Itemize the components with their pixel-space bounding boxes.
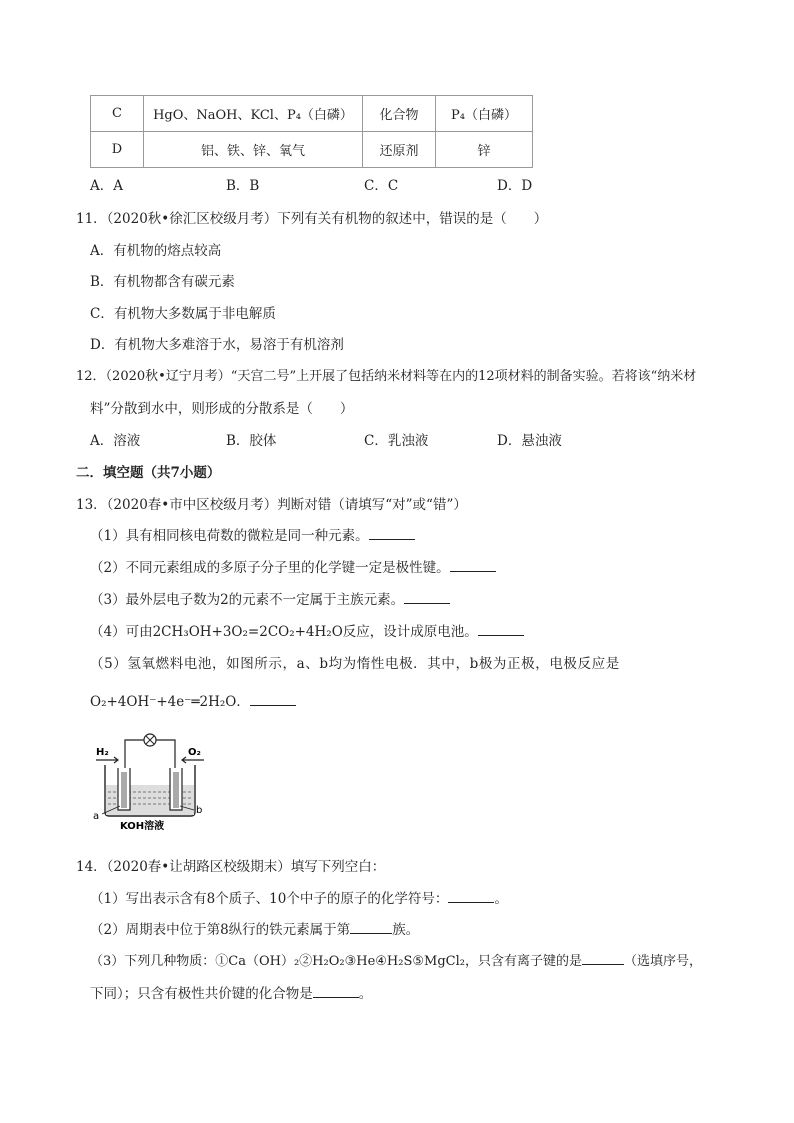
answer-blank[interactable] xyxy=(478,623,524,636)
answer-blank[interactable] xyxy=(250,693,296,706)
options-table xyxy=(90,95,533,168)
electrode-equation: O₂+4OH⁻+4e⁻═2H₂O． xyxy=(90,694,250,710)
q10-option-b: B．B xyxy=(226,178,260,194)
section-title: 二．填空题（共7小题） xyxy=(76,465,221,481)
q14-item-2-end: 族。 xyxy=(392,922,420,938)
koh-label: KOH溶液 xyxy=(120,821,165,830)
q13-item-3 xyxy=(90,588,450,608)
q14-item-3-line2 xyxy=(90,982,372,1002)
o2-label: O₂ xyxy=(188,747,201,758)
q11-stem: 11．（2020秋•徐汇区校级月考）下列有关有机物的叙述中，错误的是（ ） xyxy=(76,211,548,227)
q12-stem-line1: 12．（2020秋•辽宁月考）“天宫二号”上开展了包括纳米材料等在内的12项材料的制备实验。若将该“纳米材 xyxy=(76,369,697,384)
electrode-b-core xyxy=(173,772,179,808)
row-item: P₄（白磷） xyxy=(436,96,533,132)
row-item: 锌 xyxy=(436,132,533,168)
row-category: 化合物 xyxy=(363,96,436,132)
answer-blank[interactable] xyxy=(448,890,494,903)
row-label: D xyxy=(91,132,144,168)
q11-option-d: D．有机物大多难溶于水，易溶于有机溶剂 xyxy=(90,337,344,353)
q14-item-1 xyxy=(90,887,508,907)
q13-item-1-text: （1）具有相同核电荷数的微粒是同一种元素。 xyxy=(90,528,369,544)
q11-option-b: B．有机物都含有碳元素 xyxy=(90,274,235,290)
q14-item-2 xyxy=(90,918,419,938)
q10-option-d: D．D xyxy=(497,178,533,194)
fuel-cell-diagram xyxy=(90,730,210,830)
electrode-a-core xyxy=(121,772,127,808)
table-row xyxy=(91,96,533,132)
q14-item-2-text: （2）周期表中位于第8纵行的铁元素属于第 xyxy=(90,922,351,938)
answer-blank[interactable] xyxy=(350,921,392,934)
row-category: 还原剂 xyxy=(363,132,436,168)
q12-stem-line2: 料”分散到水中，则形成的分散系是（ ） xyxy=(90,401,354,417)
q14-item-1-text: （1）写出表示含有8个质子、10个中子的原子的化学符号： xyxy=(90,891,449,907)
q14-item-3-text: （3）下列几种物质：①Ca（OH）₂②H₂O₂③He④H₂S⑤MgCl₂，只含有离子键的是 xyxy=(90,954,582,969)
q10-option-c: C．C xyxy=(364,178,399,194)
answer-blank[interactable] xyxy=(404,591,450,604)
q12-option-b: B．胶体 xyxy=(226,433,277,449)
q14-item-3 xyxy=(90,950,702,969)
q13-item-5: （5）氢氧燃料电池，如图所示，a、b均为惰性电极．其中，b极为正极，电极反应是 xyxy=(90,656,620,672)
answer-blank[interactable] xyxy=(369,527,415,540)
q10-option-a: A．A xyxy=(90,178,123,194)
q13-item-2 xyxy=(90,556,496,576)
table-row xyxy=(91,132,533,168)
q13-item-5-line2 xyxy=(90,690,296,710)
q13-item-4-text: （4）可由2CH₃OH+3O₂=2CO₂+4H₂O反应，设计成原电池。 xyxy=(90,624,478,640)
q14-stem: 14．（2020春•让胡路区校级期末）填写下列空白： xyxy=(76,859,386,875)
q12-option-d: D．悬浊液 xyxy=(497,433,562,449)
q13-item-2-text: （2）不同元素组成的多原子分子里的化学键一定是极性键。 xyxy=(90,560,450,576)
label-b: b xyxy=(196,805,203,816)
q14-item-3-line2-text: 下同）；只含有极性共价键的化合物是 xyxy=(90,986,313,1002)
q13-item-1 xyxy=(90,524,415,544)
label-a: a xyxy=(93,811,100,822)
q14-item-1-end: 。 xyxy=(494,891,508,907)
answer-blank[interactable] xyxy=(450,559,496,572)
q13-stem: 13．（2020春•市中区校级月考）判断对错（请填写“对”或“错”） xyxy=(76,497,467,513)
row-substances: HgO、NaOH、KCl、P₄（白磷） xyxy=(144,96,363,132)
q13-item-3-text: （3）最外层电子数为2的元素不一定属于主族元素。 xyxy=(90,592,405,608)
q12-option-a: A．溶液 xyxy=(90,433,141,449)
q14-item-3-line2-end: 。 xyxy=(358,986,373,1002)
q13-item-4 xyxy=(90,620,524,640)
q14-item-3-end: （选填序号， xyxy=(624,954,703,969)
answer-blank[interactable] xyxy=(582,952,624,965)
row-substances: 铝、铁、锌、氧气 xyxy=(144,132,363,168)
answer-blank[interactable] xyxy=(313,985,359,998)
q12-option-c: C．乳浊液 xyxy=(364,433,429,449)
q11-option-a: A．有机物的熔点较高 xyxy=(90,243,222,259)
row-label: C xyxy=(91,96,144,132)
q11-option-c: C．有机物大多数属于非电解质 xyxy=(90,306,276,322)
h2-label: H₂ xyxy=(96,747,109,758)
